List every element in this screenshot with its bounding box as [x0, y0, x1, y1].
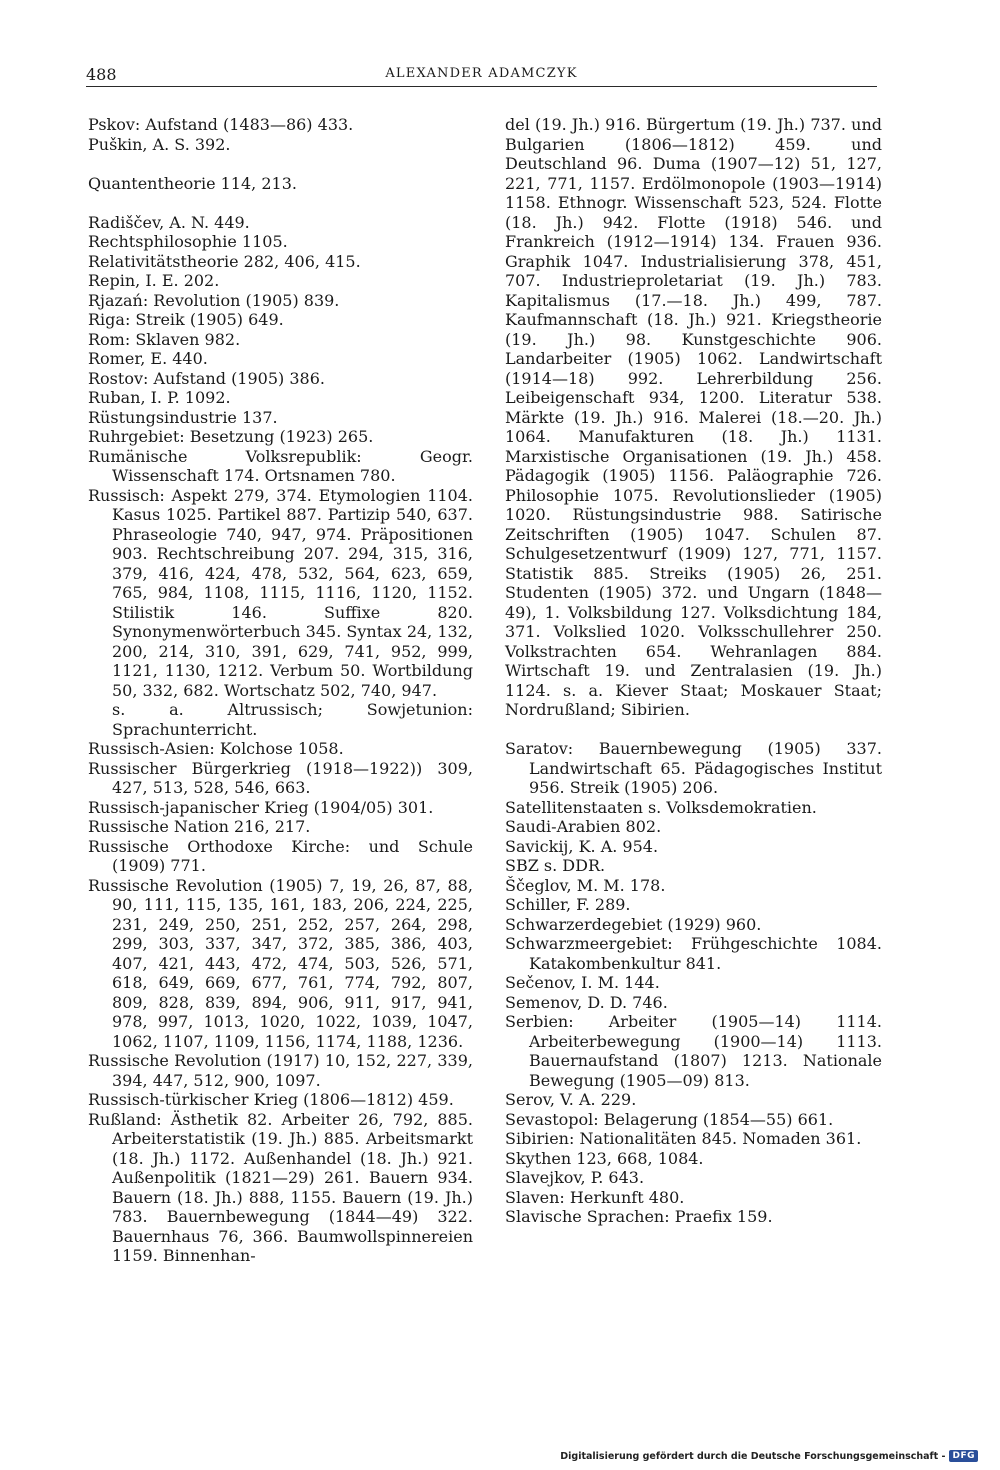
- index-entry: SBZ s. DDR.: [505, 856, 606, 875]
- index-entry: Russisch: Aspekt 279, 374. Etymologien 1104. Kasus 1025. Partikel 887. Partizip 540, 637. Phraseologie 740, 947, 974. Präpositionen 903. Rechtschreibung 207. 294, 315, 316, 379, 416, 424, 478, 532, 564, 623, 659, 765, 984, 1108, 1115, 1116, 1120, 1152. Stilistik 146. Suffixe 820. Synonymenwörterbuch 345. Syntax 24, 132, 200, 214, 310, 391, 629, 741, 952, 999, 1121, 1130, 1212. Verbum 50. Wortbildung 50, 332, 682. Wortschatz 502, 740, 947.: [88, 485, 473, 700]
- running-head: ALEXANDER ADAMCZYK: [385, 66, 578, 81]
- index-entry: s. a. Altrussisch; Sowjetunion: Sprachunterricht.: [112, 700, 473, 739]
- index-entry: Radiščev, A. N. 449.: [88, 212, 250, 232]
- index-entry: Slaven: Herkunft 480.: [505, 1187, 685, 1207]
- index-entry: Russische Orthodoxe Kirche: und Schule (1909) 771.: [88, 836, 473, 875]
- index-entry: Skythen 123, 668, 1084.: [505, 1148, 704, 1168]
- index-entry: Semenov, D. D. 746.: [505, 992, 668, 1012]
- index-entry: Schiller, F. 289.: [505, 895, 631, 914]
- index-entry: Serov, V. A. 229.: [505, 1090, 637, 1109]
- index-entry: Rechtsphilosophie 1105.: [88, 232, 288, 251]
- index-entry: Sevastopol: Belagerung (1854—55) 661.: [505, 1109, 834, 1129]
- index-entry: Ruban, I. P. 1092.: [88, 388, 231, 407]
- index-entry: Russisch-Asien: Kolchose 1058.: [88, 739, 344, 758]
- index-entry: Savickij, K. A. 954.: [505, 836, 659, 856]
- footer-credit-text: Digitalisierung gefördert durch die Deutsche Forschungsgemeinschaft -: [560, 1450, 946, 1462]
- index-entry: Sečenov, I. M. 144.: [505, 973, 660, 992]
- index-entry: Ruhrgebiet: Besetzung (1923) 265.: [88, 427, 374, 446]
- index-entry: Pskov: Aufstand (1483—86) 433.: [88, 115, 354, 134]
- index-entry: Puškin, A. S. 392.: [88, 134, 231, 154]
- index-entry: Schwarzerdegebiet (1929) 960.: [505, 914, 762, 934]
- index-entry: Serbien: Arbeiter (1905—14) 1114. Arbeiterbewegung (1900—14) 1113. Bauernaufstand (1807) 1213. Nationale Bewegung (1905—09) 813.: [505, 1012, 882, 1090]
- index-entry: Relativitätstheorie 282, 406, 415.: [88, 251, 361, 271]
- index-entry: Riga: Streik (1905) 649.: [88, 310, 284, 329]
- index-entry: del (19. Jh.) 916. Bürgertum (19. Jh.) 737. und Bulgarien (1806—1812) 459. und Deutschland 96. Duma (1907—12) 51, 127, 221, 771, 1157. Erdölmonopole (1903—1914) 1158. Ethnogr. Wissenschaft 523, 524. Flotte (18. Jh.) 942. Flotte (1918) 546. und Frankreich (1912—1914) 134. Frauen 936. Graphik 1047. Industrialisierung 378, 451, 707. Industrieproletariat (19. Jh.) 783. Kapitalismus (17.—18. Jh.) 499, 787. Kaufmannschaft (18. Jh.) 921. Kriegstheorie (19. Jh.) 98. Kunstgeschichte 906. Landarbeiter (1905) 1062. Landwirtschaft (1914—18) 992. Lehrerbildung 256. Leibeigenschaft 934, 1200. Literatur 538. Märkte (19. Jh.) 916. Malerei (18.—20. Jh.) 1064. Manufakturen (18. Jh.) 1131. Marxistische Organisationen (19. Jh.) 458. Pädagogik (1905) 1156. Paläographie 726. Philosophie 1075. Revolutionslieder (1905) 1020. Rüstungsindustrie 988. Satirische Zeitschriften (1905) 1047. Schulen 87. Schulgesetzentwurf (1909) 127, 771, 1157. Statistik 885. Streiks (1905) 26, 251. Studenten (1905) 372. und Ungarn (1848—49), 1. Volksbildung 127. Volksdichtung 184, 371. Volkslied 1020. Volksschullehrer 250. Volkstrachten 654. Wehranlagen 884. Wirtschaft 19. und Zentralasien (19. Jh.) 1124. s. a. Kiever Staat; Moskauer Staat; Nordrußland; Sibirien.: [505, 115, 882, 719]
- index-entry: Rostov: Aufstand (1905) 386.: [88, 368, 325, 388]
- index-entry: Russische Revolution (1917) 10, 152, 227, 339, 394, 447, 512, 900, 1097.: [88, 1051, 473, 1090]
- index-entry: Romer, E. 440.: [88, 349, 208, 368]
- index-entry: Rüstungsindustrie 137.: [88, 407, 278, 427]
- index-entry: Sibirien: Nationalitäten 845. Nomaden 361.: [505, 1129, 862, 1148]
- index-entry: Rumänische Volksrepublik: Geogr. Wissenschaft 174. Ortsnamen 780.: [88, 446, 473, 485]
- index-entry: Satellitenstaaten s. Volksdemokratien.: [505, 797, 817, 817]
- index-entry: Russische Nation 216, 217.: [88, 817, 311, 836]
- index-entry: Ščeglov, M. M. 178.: [505, 875, 666, 895]
- index-entry: Russische Revolution (1905) 7, 19, 26, 87, 88, 90, 111, 115, 135, 161, 183, 206, 224, 225, 231, 249, 250, 251, 252, 257, 264, 298, 299, 303, 337, 347, 372, 385, 386, 403, 407, 421, 443, 472, 474, 503, 526, 571, 618, 649, 669, 677, 761, 774, 792, 807, 809, 828, 839, 894, 906, 911, 917, 941, 978, 997, 1013, 1020, 1022, 1039, 1047, 1062, 1107, 1109, 1156, 1174, 1188, 1236.: [88, 875, 473, 1051]
- index-entry: Saudi-Arabien 802.: [505, 817, 662, 836]
- index-entry: Saratov: Bauernbewegung (1905) 337. Landwirtschaft 65. Pädagogisches Institut 956. Streik (1905) 206.: [505, 739, 882, 797]
- footer-credit: [560, 1448, 978, 1464]
- index-entry: Rjazań: Revolution (1905) 839.: [88, 290, 340, 310]
- index-entry: Rußland: Ästhetik 82. Arbeiter 26, 792, 885. Arbeiterstatistik (19. Jh.) 885. Arbeitsmarkt (18. Jh.) 1172. Außenhandel (18. Jh.) 921. Außenpolitik (1821—29) 261. Bauern 934. Bauern (18. Jh.) 888, 1155. Bauern (19. Jh.) 783. Bauernbewegung (1844—49) 322. Bauernhaus 76, 366. Baumwollspinnereien 1159. Binnenhan-: [88, 1109, 473, 1265]
- index-entry: Quantentheorie 114, 213.: [88, 173, 297, 193]
- index-entry: Slavische Sprachen: Praefix 159.: [505, 1207, 773, 1226]
- page-header: [86, 60, 877, 87]
- index-entry: Russisch-türkischer Krieg (1806—1812) 459.: [88, 1090, 454, 1109]
- index-entry: Russischer Bürgerkrieg (1918—1922)) 309, 427, 513, 528, 546, 663.: [88, 758, 473, 797]
- index-entry: Russisch-japanischer Krieg (1904/05) 301.: [88, 797, 434, 817]
- left-index-column: [88, 115, 473, 1266]
- right-index-column: [505, 115, 882, 1227]
- dfg-logo: DFG: [949, 1450, 978, 1462]
- index-entry: Rom: Sklaven 982.: [88, 329, 241, 349]
- index-entry: Repin, I. E. 202.: [88, 271, 220, 290]
- page-number: 488: [86, 65, 117, 84]
- index-entry: Slavejkov, P. 643.: [505, 1168, 645, 1187]
- index-entry: Schwarzmeergebiet: Frühgeschichte 1084. Katakombenkultur 841.: [505, 934, 882, 973]
